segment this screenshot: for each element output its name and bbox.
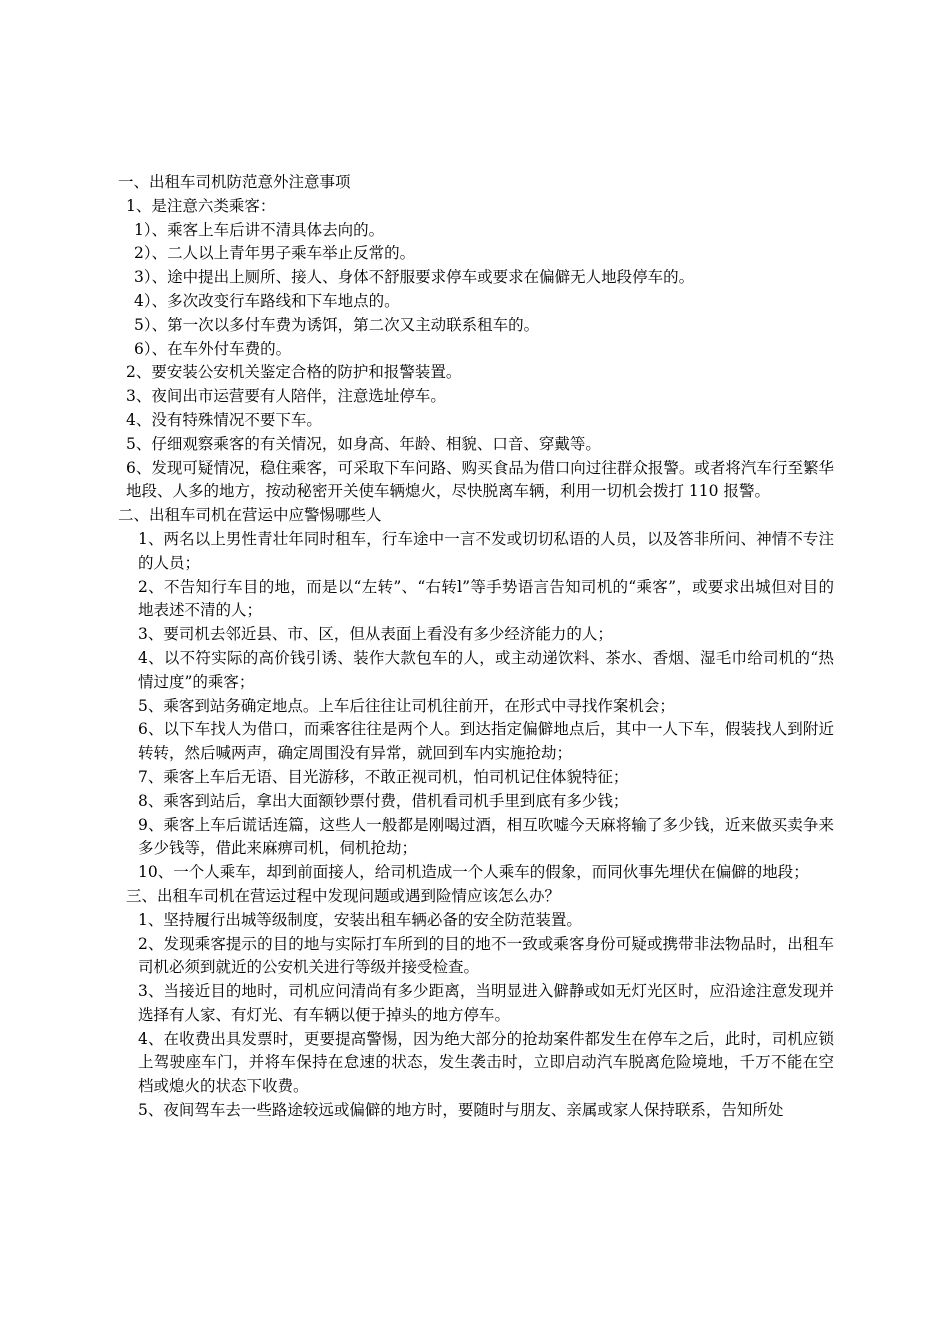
section-2-item-8: 8、乘客到站后，拿出大面额钞票付费，借机看司机手里到底有多少钱； <box>138 791 629 810</box>
section-2-item-5: 5、乘客到站务确定地点。上车后往往让司机往前开，在形式中寻找作案机会； <box>138 696 675 715</box>
section-3-heading: 三、出租车司机在营运过程中发现问题或遇到险情应该怎么办？ <box>126 886 561 905</box>
section-2-heading: 二、出租车司机在营运中应警惕哪些人 <box>118 506 382 525</box>
section-2-item-10: 10、一个人乘车，却到前面接人，给司机造成一个人乘车的假象，而同伙事先埋伏在偏僻的地段； <box>138 863 809 882</box>
section-1-item-2: 2、要安装公安机关鉴定合格的防护和报警装置。 <box>126 363 462 382</box>
section-3-item-3: 3、当接近目的地时，司机应问清尚有多少距离，当明显进入僻静或如无灯光区时，应沿途注意发现并选择有人家、有灯光、有车辆以便于掉头的地方停车。 <box>138 982 834 1024</box>
section-2-item-6: 6、以下车找人为借口，而乘客往往是两个人。到达指定偏僻地点后，其中一人下车，假装找人到附近转转，然后喊两声，确定周围没有异常，就回到车内实施抢劫； <box>138 720 834 763</box>
section-2-item-9: 9、乘客上车后谎话连篇，这些人一般都是刚喝过酒，相互吹嘘今天麻将输了多少钱，近来做买卖争来多少钱等，借此来麻痹司机，伺机抢劫； <box>138 815 834 858</box>
section-2-item-4: 4、以不符实际的高价钱引诱、装作大款包车的人，或主动递饮料、茶水、香烟、湿毛巾给司机的“热情过度”的乘客； <box>138 648 834 691</box>
section-3-item-5: 5、夜间驾车去一些路途较远或偏僻的地方时，要随时与朋友、亲属或家人保持联系，告知所处 <box>138 1101 784 1120</box>
section-2-item-1: 1、两名以上男性青壮年同时租车，行车途中一言不发或切切私语的人员，以及答非所问、神情不专注的人员； <box>138 529 834 572</box>
section-1-sub-1: 1）、乘客上车后讲不清具体去向的。 <box>134 220 385 239</box>
section-1-item-1: 1、是注意六类乘客： <box>126 196 276 215</box>
section-3-item-2: 2、发现乘客提示的目的地与实际打车所到的目的地不一致或乘客身份可疑或携带非法物品时，出租车司机必须到就近的公安机关进行等级并接受检查。 <box>138 934 834 977</box>
section-1-sub-4: 4）、多次改变行车路线和下车地点的。 <box>134 291 400 310</box>
section-1-sub-3: 3）、途中提出上厕所、接人、身体不舒服要求停车或要求在偏僻无人地段停车的。 <box>134 268 695 287</box>
document-body <box>118 171 834 1123</box>
section-3-item-1: 1、坚持履行出城等级制度，安装出租车辆必备的安全防范装置。 <box>138 910 582 929</box>
section-1-item-3: 3、夜间出市运营要有人陪伴，注意选址停车。 <box>126 387 446 406</box>
section-1-sub-2: 2）、二人以上青年男子乘车举止反常的。 <box>134 244 416 263</box>
section-2-item-7: 7、乘客上车后无语、目光游移，不敢正视司机，怕司机记住体貌特征； <box>138 767 629 786</box>
section-1-sub-5: 5）、第一次以多付车费为诱饵，第二次又主动联系租车的。 <box>134 315 540 334</box>
section-1-item-4: 4、没有特殊情况不要下车。 <box>126 410 322 429</box>
section-3-item-4: 4、在收费出具发票时，更要提高警惕，因为绝大部分的抢劫案件都发生在停车之后，此时，司机应锁上驾驶座车门，并将车保持在怠速的状态，发生袭击时，立即启动汽车脱离危险境地，千万不能在空档或熄火的状态下收费。 <box>138 1029 834 1096</box>
section-1-sub-6: 6）、在车外付车费的。 <box>134 339 292 358</box>
section-2-item-2: 2、不告知行车目的地，而是以“左转”、“右转l”等手势语言告知司机的“乘客”，或要求出城但对目的地表述不清的人； <box>138 577 834 620</box>
section-2-item-3: 3、要司机去邻近县、市、区，但从表面上看没有多少经济能力的人； <box>138 625 613 644</box>
section-1-item-6: 6、发现可疑情况，稳住乘客，可采取下车问路、购买食品为借口向过往群众报警。或者将汽车行至繁华地段、人多的地方，按动秘密开关使车辆熄火，尽快脱离车辆，利用一切机会拨打 110 报警。 <box>126 458 834 501</box>
section-1-item-5: 5、仔细观察乘客的有关情况，如身高、年龄、相貌、口音、穿戴等。 <box>126 434 601 453</box>
section-1-heading: 一、出租车司机防范意外注意事项 <box>118 173 351 191</box>
